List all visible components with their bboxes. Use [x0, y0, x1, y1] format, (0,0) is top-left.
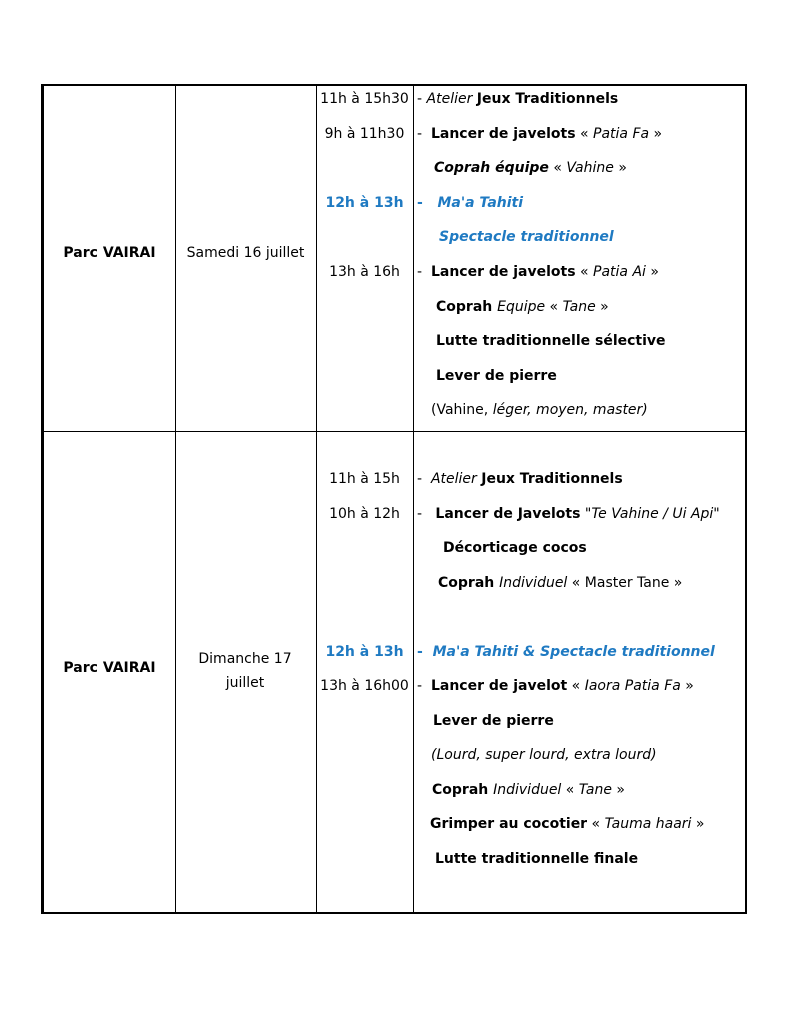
activity-segment: Décorticage cocos [443, 540, 587, 556]
activity-segment: Individuel [499, 574, 568, 591]
activity-segment: « [575, 264, 594, 280]
date-cell: Samedi 16 juillet [186, 245, 305, 261]
activity-segment: Coprah [436, 298, 498, 315]
activity-segment: Coprah [438, 574, 500, 591]
time-cell: 10h à 12h [329, 505, 400, 522]
activity-segment: » [595, 298, 609, 315]
activity-text [417, 643, 715, 661]
activity-text [417, 194, 523, 212]
activity-text [436, 367, 557, 385]
activity-text [417, 470, 623, 488]
activity-segment: Ma'a Tahiti [437, 194, 524, 211]
activity-segment: « [548, 160, 567, 177]
time-cell: 9h à 11h30 [324, 125, 405, 142]
activity-segment: - [417, 264, 431, 280]
activity-text [417, 505, 720, 523]
time-cell: 11h à 15h30 [320, 91, 409, 107]
activity-segment: Lancer de javelots [430, 125, 576, 142]
activity-segment: « [567, 678, 585, 694]
activity-segment: Atelier [426, 91, 477, 107]
activity-segment: » [611, 781, 625, 798]
activity-segment: (Lourd, super lourd, extra lourd) [431, 747, 657, 763]
activity-segment: Ma'a Tahiti & Spectacle traditionnel [432, 643, 715, 660]
activity-segment: Lever de pierre [436, 367, 557, 384]
location-cell: Parc VAIRAI [63, 245, 156, 261]
activity-text [417, 90, 618, 108]
activity-segment: - [417, 471, 431, 487]
activity-segment: Coprah équipe [434, 160, 549, 177]
activity-segment: Iaora Patia Fa [584, 678, 681, 694]
activity-text [431, 746, 657, 764]
activity-segment: » [691, 816, 705, 832]
activity-text [417, 677, 694, 695]
activity-text [430, 815, 704, 833]
activity-segment: - [417, 194, 438, 211]
activity-segment: « Master Tane » [567, 574, 683, 591]
activity-segment: Jeux Traditionnels [481, 471, 623, 487]
activity-segment: » [613, 160, 627, 177]
activity-segment: » [649, 125, 663, 142]
activity-segment: Lutte traditionnelle sélective [436, 333, 666, 350]
activity-segment: - [417, 125, 431, 142]
activity-text [435, 850, 638, 868]
activity-segment: » [680, 678, 694, 694]
time-cell: 12h à 13h [325, 643, 404, 660]
column-divider [413, 86, 414, 912]
activity-segment: Lancer de Javelots [435, 505, 581, 522]
column-divider [175, 86, 176, 912]
row-divider [44, 431, 745, 432]
activity-text [438, 574, 682, 592]
time-cell: 13h à 16h [329, 264, 400, 280]
activity-segment: (Vahine, [431, 402, 493, 419]
activity-text [417, 263, 659, 281]
activity-segment: Tauma haari [604, 816, 692, 832]
activity-segment: Lever de pierre [433, 712, 554, 729]
activity-text [417, 125, 662, 143]
activity-segment: Vahine [566, 160, 614, 177]
activity-segment: Patia Fa [593, 125, 650, 142]
location-cell: Parc VAIRAI [63, 660, 156, 676]
time-cell: 12h à 13h [325, 194, 404, 211]
activity-segment: - [417, 91, 427, 107]
activity-text [443, 539, 587, 557]
schedule-table [41, 84, 747, 914]
activity-segment: « [561, 781, 579, 798]
activity-segment: » [645, 264, 659, 280]
activity-text [432, 781, 625, 799]
activity-segment: Coprah [432, 781, 494, 798]
activity-segment: « [545, 298, 563, 315]
activity-segment: Equipe [497, 298, 546, 315]
activity-segment: Te Vahine / Ui Api [591, 505, 714, 522]
activity-segment: « [587, 816, 605, 832]
activity-text [436, 332, 666, 350]
activity-segment: - [417, 643, 433, 660]
time-cell: 13h à 16h00 [320, 678, 409, 694]
activity-segment: Spectacle traditionnel [439, 229, 614, 246]
activity-segment: Lutte traditionnelle finale [435, 850, 639, 867]
activity-segment: " [713, 505, 720, 522]
activity-segment: Tane [578, 781, 612, 798]
activity-text [439, 228, 614, 246]
activity-text [434, 159, 627, 177]
activity-text [433, 712, 554, 730]
activity-segment: Individuel [493, 781, 562, 798]
activity-text [431, 401, 648, 419]
activity-segment: - [417, 505, 436, 522]
activity-segment: « [575, 125, 594, 142]
date-cell: Dimanche 17 juillet [198, 651, 292, 691]
activity-segment: Lancer de javelot [430, 678, 568, 694]
activity-segment: Jeux Traditionnels [476, 91, 619, 107]
activity-segment: Grimper au cocotier [430, 816, 588, 832]
activity-segment: léger, moyen, master) [492, 402, 648, 419]
activity-segment: - [417, 678, 431, 694]
activity-segment: Lancer de javelots [430, 264, 576, 280]
activity-segment: Atelier [430, 471, 482, 487]
activity-segment: Patia Ai [593, 264, 646, 280]
time-cell: 11h à 15h [329, 471, 400, 487]
activity-segment: " [580, 505, 592, 522]
activity-segment: Tane [562, 298, 596, 315]
activity-text [436, 298, 609, 316]
